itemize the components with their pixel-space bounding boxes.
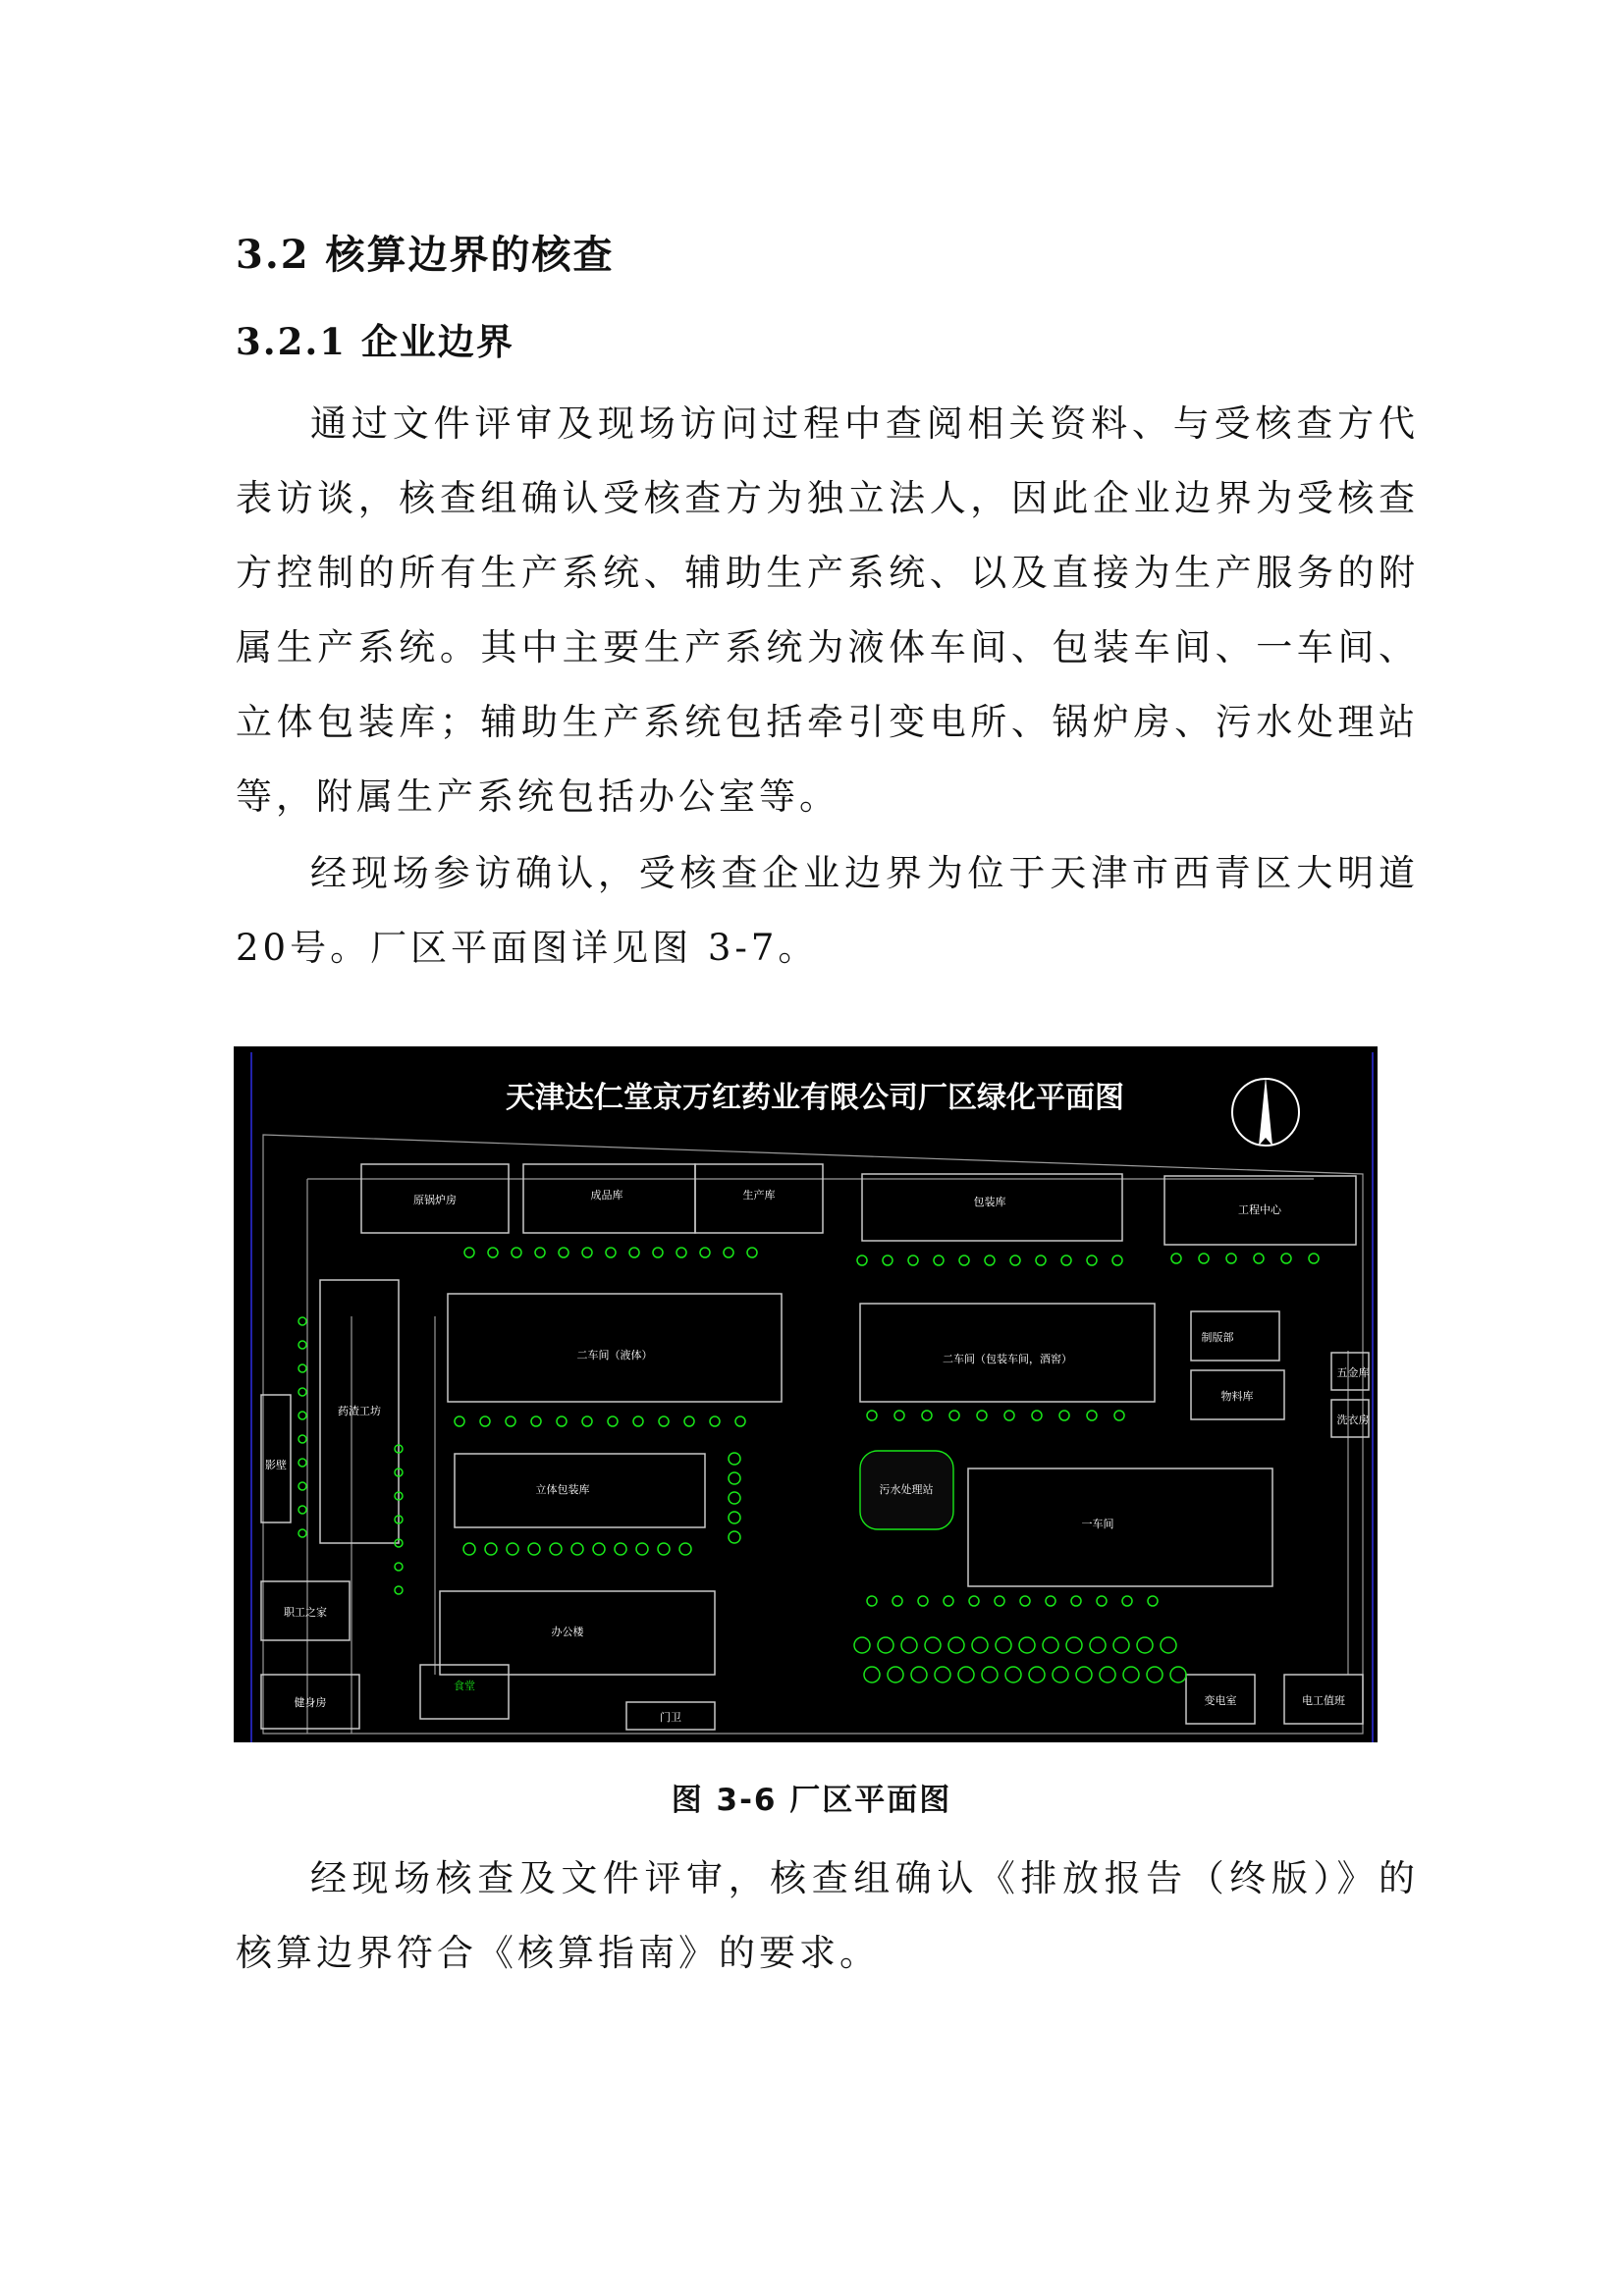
label-gate: 门卫 xyxy=(660,1711,681,1724)
label-workshop2-packaging: 二车间（包装车间，酒窖） xyxy=(943,1353,1072,1365)
label-laundry: 洗衣房 xyxy=(1336,1414,1370,1426)
label-shadow-wall: 影壁 xyxy=(265,1459,287,1471)
figure-caption: 图 3-6 厂区平面图 xyxy=(671,1783,952,1818)
paragraph-boundary-description: 通过文件评审及现场访问过程中查阅相关资料、与受核查方代表访谈，核查组确认受核查方为独立法人，因此企业边界为受核查方控制的所有生产系统、辅助生产系统、以及直接为生产服务的附属生产系统。其中主要生产系统为液体车间、包装车间、一车间、立体包装库；辅助生产系统包括牵引变电所、锅炉房、污水处理站等，附属生产系统包括办公室等。 xyxy=(236,402,1419,818)
label-gym: 健身房 xyxy=(294,1696,327,1709)
paragraph-conclusion: 经现场核查及文件评审，核查组确认《排放报告（终版）》的核算边界符合《核算指南》的要求。 xyxy=(236,1857,1419,1974)
label-substation: 变电室 xyxy=(1204,1694,1237,1707)
label-workshop1: 一车间 xyxy=(1081,1518,1114,1530)
site-plan-title: 天津达仁堂京万红药业有限公司厂区绿化平面图 xyxy=(506,1081,1124,1115)
site-plan-figure xyxy=(234,1046,1378,1742)
label-canteen: 食堂 xyxy=(454,1680,475,1692)
label-print: 制版部 xyxy=(1201,1331,1234,1344)
label-stereo-store: 立体包装库 xyxy=(535,1483,590,1496)
label-packaging-store: 包装库 xyxy=(973,1196,1006,1208)
label-herbal-workshop: 药渣工坊 xyxy=(338,1405,381,1417)
label-production-store: 生产库 xyxy=(742,1189,776,1201)
label-workshop2-liquid: 二车间（液体） xyxy=(576,1349,653,1362)
label-maintenance: 电工值班 xyxy=(1302,1694,1345,1707)
label-engineering-center: 工程中心 xyxy=(1238,1203,1281,1216)
label-sewage: 污水处理站 xyxy=(879,1483,934,1496)
label-hardware: 五金库 xyxy=(1336,1366,1370,1379)
paragraph-location: 经现场参访确认，受核查企业边界为位于天津市西青区大明道20号。厂区平面图详见图 3-7。 xyxy=(236,852,1419,969)
label-material-store: 物料库 xyxy=(1220,1390,1254,1403)
label-office: 办公楼 xyxy=(551,1626,584,1638)
label-finished-store: 成品库 xyxy=(590,1189,623,1201)
subsection-heading: 3.2.1 企业边界 xyxy=(236,320,514,363)
section-heading: 3.2 核算边界的核查 xyxy=(236,232,615,278)
label-boiler: 原锅炉房 xyxy=(413,1194,457,1206)
label-staff-home: 职工之家 xyxy=(284,1606,327,1619)
site-plan-drawing xyxy=(234,1046,1378,1742)
